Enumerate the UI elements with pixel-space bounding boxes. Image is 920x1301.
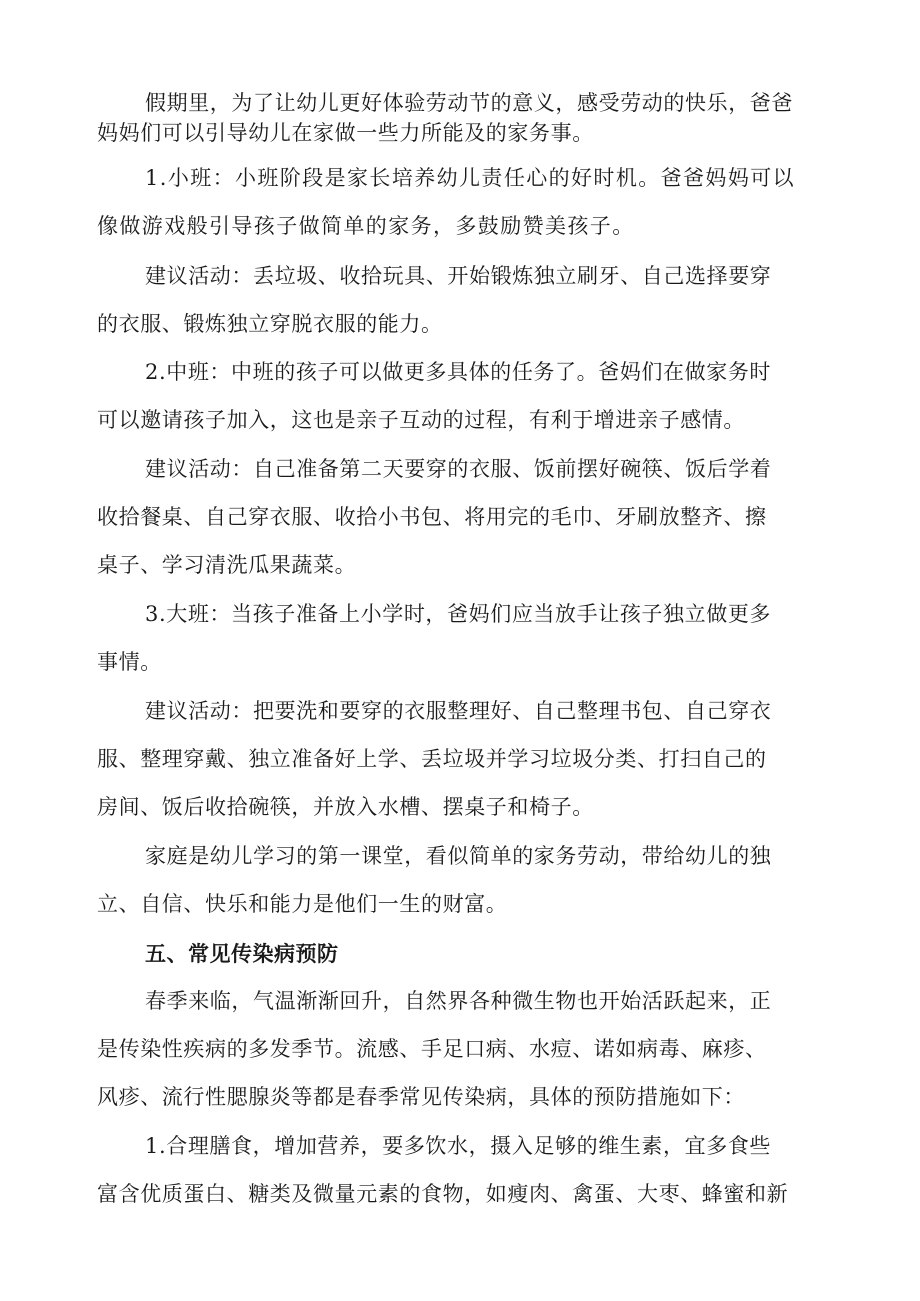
paragraph-line: 桌子、学习清洗瓜果蔬菜。 — [97, 553, 357, 577]
paragraph-line: 2.中班：中班的孩子可以做更多具体的任务了。爸妈们在做家务时 — [145, 360, 772, 384]
paragraph-line: 建议活动：丢垃圾、收拾玩具、开始锻炼独立刷牙、自己选择要穿 — [145, 264, 772, 288]
paragraph-line: 春季来临，气温渐渐回升，自然界各种微生物也开始活跃起来，正 — [145, 989, 772, 1013]
paragraph-line: 假期里，为了让幼儿更好体验劳动节的意义，感受劳动的快乐，爸爸 — [145, 91, 793, 115]
paragraph-line: 事情。 — [97, 650, 162, 674]
paragraph-line: 妈妈们可以引导幼儿在家做一些力所能及的家务事。 — [97, 121, 594, 145]
paragraph-line: 家庭是幼儿学习的第一课堂，看似简单的家务劳动，带给幼儿的独 — [145, 844, 772, 868]
paragraph-line: 建议活动：自己准备第二天要穿的衣服、饭前摆好碗筷、饭后学着 — [145, 457, 772, 481]
paragraph-line: 房间、饭后收拾碗筷，并放入水槽、摆桌子和椅子。 — [97, 795, 594, 819]
paragraph-line: 服、整理穿戴、独立准备好上学、丢垃圾并学习垃圾分类、打扫自己的 — [97, 747, 767, 771]
paragraph-line: 富含优质蛋白、糖类及微量元素的食物，如瘦肉、禽蛋、大枣、蜂蜜和新 — [97, 1182, 789, 1206]
paragraph-line: 建议活动：把要洗和要穿的衣服整理好、自己整理书包、自己穿衣 — [145, 699, 772, 723]
section-heading: 五、常见传染病预防 — [145, 942, 339, 966]
paragraph-line: 是传染性疾病的多发季节。流感、手足口病、水痘、诺如病毒、麻疹、 — [97, 1037, 767, 1061]
paragraph-line: 1.合理膳食，增加营养，要多饮水，摄入足够的维生素，宜多食些 — [145, 1134, 772, 1158]
paragraph-line: 像做游戏般引导孩子做简单的家务，多鼓励赞美孩子。 — [97, 214, 635, 238]
paragraph-line: 的衣服、锻炼独立穿脱衣服的能力。 — [97, 312, 443, 336]
paragraph-line: 立、自信、快乐和能力是他们一生的财富。 — [97, 892, 508, 916]
paragraph-line: 风疹、流行性腮腺炎等都是春季常见传染病，具体的预防措施如下： — [97, 1085, 745, 1109]
paragraph-line: 3.大班：当孩子准备上小学时，爸妈们应当放手让孩子独立做更多 — [145, 602, 772, 626]
paragraph-line: 1.小班：小班阶段是家长培养幼儿责任心的好时机。爸爸妈妈可以 — [145, 166, 796, 190]
paragraph-line: 可以邀请孩子加入，这也是亲子互动的过程，有利于增进亲子感情。 — [97, 408, 745, 432]
paragraph-line: 收拾餐桌、自己穿衣服、收拾小书包、将用完的毛巾、牙刷放整齐、擦 — [97, 505, 767, 529]
